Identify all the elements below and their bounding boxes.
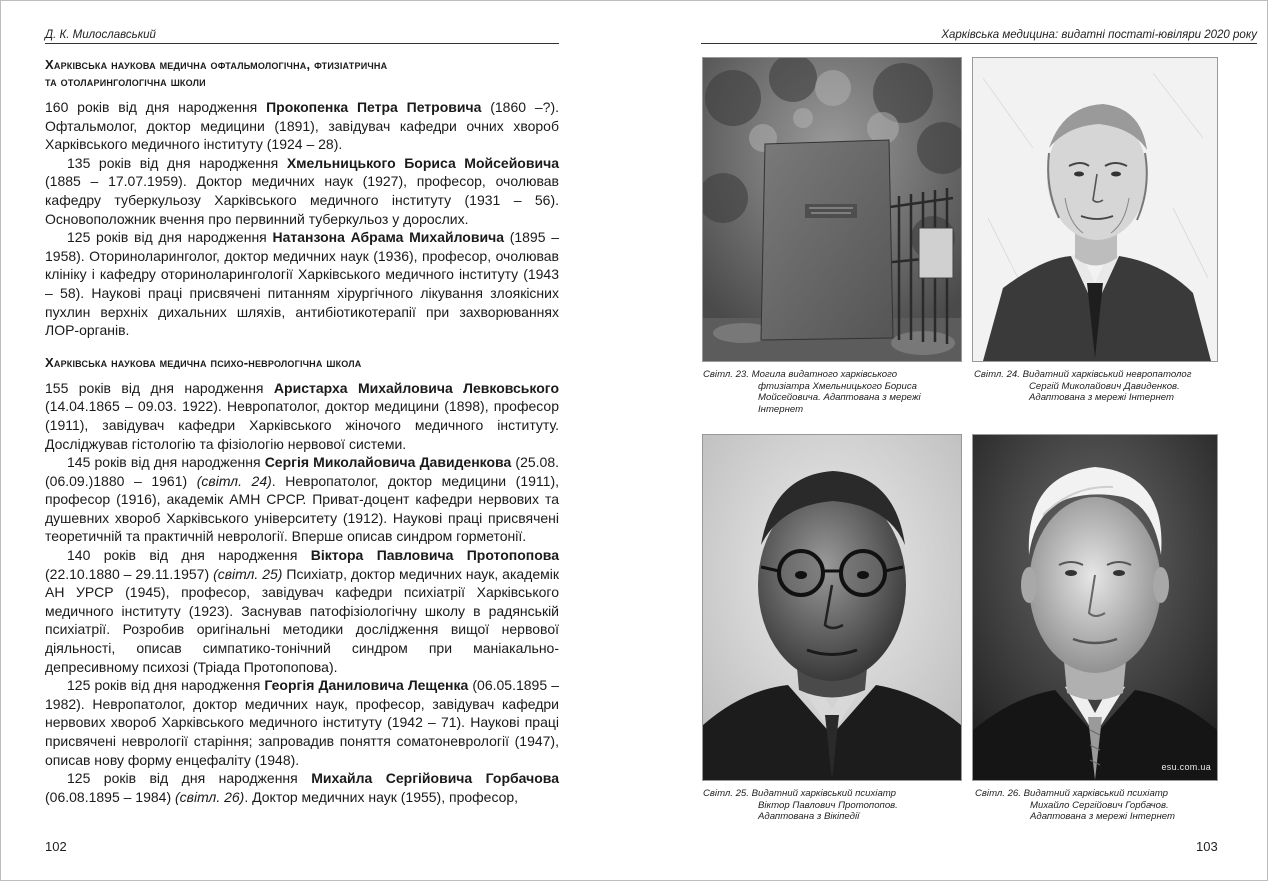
paragraph-text: 125 років від дня народження — [67, 677, 265, 694]
paragraph-text: . Невропатолог, доктор медицини (1911), професор (1916), академік АМН СРСР. Приват-доцент кафедри нервових та душевних хвороб Харківського університету (1912). Наукові праці присвячені теоретичній та практичній неврології. Вперше описав синдром горметонії. — [45, 472, 559, 545]
paragraph-text: 145 років від дня народження — [67, 454, 265, 471]
caption-line: Світл. 25. Видатний харківський психіатр — [703, 788, 896, 799]
paragraph-text: (1885 – 17.07.1959). Доктор медичних наук (1927), професор, очолював кафедру туберкульозу Харківського медичного інституту (1931 – 56). Основоположник вчення про первинний туберкульоз у дорослих. — [45, 173, 559, 227]
figure-reference: (світл. 25) — [213, 565, 283, 582]
page-number-right: 103 — [1196, 839, 1218, 854]
figure-reference: (світл. 24) — [196, 472, 272, 489]
watermark-text: esu.com.ua — [1161, 762, 1211, 772]
photo-protopopov — [702, 434, 962, 781]
paragraph-natanzon — [45, 228, 559, 340]
running-head-author: Д. К. Милославський — [45, 29, 559, 44]
grave-illustration — [703, 58, 961, 361]
caption-line: Світл. 26. Видатний харківський психіатр — [975, 788, 1168, 799]
caption-line: Адаптована з мережі Інтернет — [1030, 811, 1175, 822]
paragraph-text: Психіатр, доктор медичних наук, академік АН УРСР (1945), професор, завідувач кафедри психіатрії Харківського медичного інституту (1923). Заснував патофізіологічну школу в радянській психіатрії. Розробив оригінальні методики дослідження вищої нервової діяльності, описав симпатико-тонічний синдром при маніакально-депресивному психозі (Тріада Протопопова). — [45, 565, 559, 675]
caption-line: Адаптована з мережі Інтернет — [1029, 392, 1174, 403]
person-name: Прокопенка Петра Петровича — [266, 99, 482, 115]
caption-line: Адаптована з Вікіпедії — [758, 811, 860, 822]
paragraph-text: (06.05.1895 – 1982). Невропатолог, доктор медичних наук, професор, завідувач кафедри нервових хвороб Харківського медичного інституту (1942 – 71). Наукові праці присвячені неврології старіння; запровадив поняття соматоневрології (1947), описав нову форму енцефаліту (1948). — [45, 677, 560, 768]
left-page — [1, 1, 601, 882]
portrait-photo — [703, 435, 961, 780]
caption-figure-25 — [703, 788, 963, 823]
paragraph-text: 125 років від дня народження — [67, 770, 312, 787]
paragraph-khmelnytskyi — [45, 154, 559, 228]
photo-davydenkov — [972, 57, 1218, 362]
caption-line: Віктор Павлович Протопопов. — [758, 799, 898, 811]
person-name: Віктора Павловича Протопопова — [310, 547, 559, 564]
caption-line: Михайло Сергійович Горбачов. — [1030, 799, 1169, 811]
section-heading-psychoneurology: Харківська наукова медична психо-неврологічна школа — [45, 354, 362, 370]
figure-reference: (світл. 26) — [175, 788, 245, 805]
left-page-content — [45, 56, 559, 806]
paragraph-text: (1895 – 1958). Оториноларинголог, доктор медичних наук (1936), професор, очолював клініку і кафедру оториноларингології Харківського медичного інституту (1943 – 58). Наукові праці присвячені питанням хірургічного лікування злоякісних пухлин верхніх дихальних шляхів, антибіотикотерапії при захворюваннях ЛОР-органів. — [45, 229, 559, 339]
paragraph-text: 135 років від дня народження — [67, 154, 287, 171]
paragraph-text: 155 років від дня народження — [45, 379, 274, 396]
paragraph-text: . Доктор медичних наук (1955), професор, — [244, 788, 519, 805]
paragraph-leshchenko — [45, 676, 559, 769]
caption-line: Інтернет — [758, 403, 804, 415]
page-number-left: 102 — [45, 839, 67, 854]
caption-figure-26 — [975, 788, 1235, 823]
photo-gorbachov — [972, 434, 1218, 781]
paragraph-text: (22.10.1880 – 29.11.1957) — [45, 565, 214, 582]
paragraph-text: 125 років від дня народження — [67, 229, 273, 246]
person-name: Сергія Миколайовича Давиденкова — [264, 454, 512, 471]
portrait-photo — [973, 435, 1217, 780]
paragraph-levkovskyi — [45, 379, 559, 453]
running-head-book-title: Харківська медицина: видатні постаті-ювіляри 2020 року — [701, 29, 1257, 44]
caption-figure-23 — [703, 369, 963, 415]
paragraph-protopopov — [45, 546, 559, 676]
person-name: Натанзона Абрама Михайловича — [272, 229, 504, 246]
paragraph-text: (14.04.1865 – 09.03. 1922). Невропатолог, доктор медицини (1898), професор (1911), завідувач кафедри Харківського жіночого медичного інституту. Досліджував гістологію та фізіологію нервової системи. — [45, 398, 559, 452]
photo-grave — [702, 57, 962, 362]
right-page — [641, 1, 1268, 882]
paragraph-text: 140 років від дня народження — [67, 547, 311, 564]
paragraph-text: (25.08.(06.09.)1880 – 1961) — [45, 454, 559, 489]
caption-line: Світл. 23. Могила видатного харківського — [703, 369, 898, 380]
caption-line: Світл. 24. Видатний харківський невропатолог — [974, 369, 1192, 380]
paragraph-text: 160 років від дня народження — [45, 99, 267, 115]
section-heading-ophthalmology — [45, 56, 559, 90]
portrait-sketch — [973, 58, 1217, 361]
person-name: Михайла Сергійовича Горбачова — [311, 770, 559, 787]
person-name: Хмельницького Бориса Мойсейовича — [286, 154, 559, 171]
paragraph-text: (06.08.1895 – 1984) — [45, 788, 175, 805]
paragraph-text: (1860 –?). Офтальмолог, доктор медицини (1891), завідувач кафедри очних хвороб Харківського медичного інституту (1924 – 28). — [45, 99, 559, 153]
caption-line: Сергій Миколайович Давиденков. — [1029, 380, 1180, 392]
paragraph-gorbachov — [45, 769, 559, 806]
caption-figure-24 — [974, 369, 1234, 404]
person-name: Аристарха Михайловича Левковського — [273, 379, 559, 396]
paragraph-davydenkov — [45, 453, 559, 546]
caption-line: фтизіатра Хмельницького Бориса — [758, 380, 917, 392]
heading-line-2: та отоларингологічна школи — [45, 74, 206, 89]
paragraph-prokopenko — [45, 98, 559, 154]
caption-line: Мойсейовича. Адаптована з мережі — [758, 392, 921, 403]
heading-line-1: Харківська наукова медична офтальмологічна, фтизіатрична — [45, 57, 388, 72]
person-name: Георгія Даниловича Лещенка — [264, 677, 469, 694]
